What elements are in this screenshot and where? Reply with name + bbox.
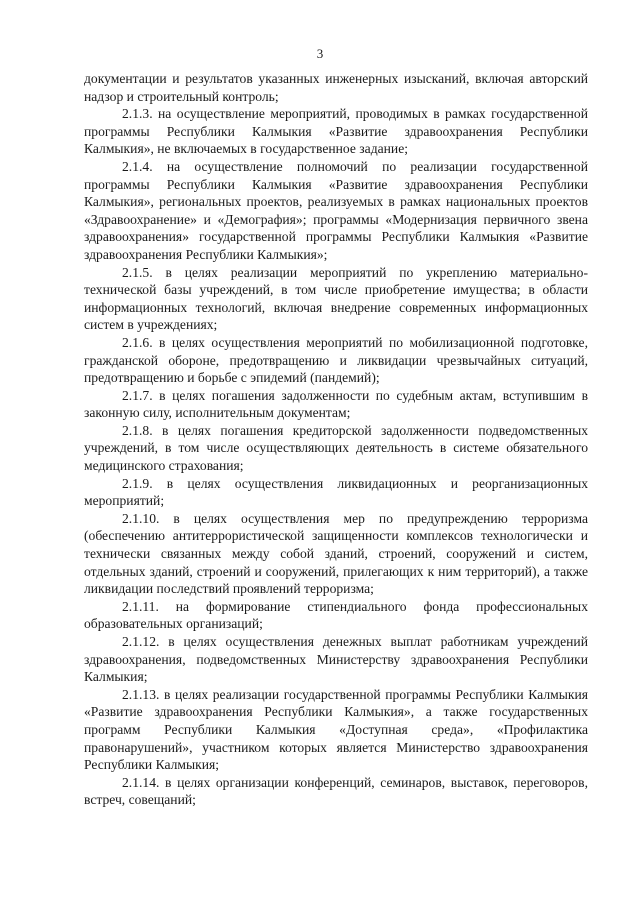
paragraph-continuation: документации и результатов указанных инженерных изысканий, включая авторский надзор и строительный контроль; bbox=[84, 71, 588, 104]
paragraph-2-1-4: 2.1.4. на осуществление полномочий по реализации государственной программы Республики Калмыкия «Развитие здравоохранения Республики Калмыкия», региональных проектов, реализуемых в рамках национальных проектов «Здравоохранение» и «Демография»; программы «Модернизация первичного звена здравоохранения» государственной программы Республики Калмыкия «Развитие здравоохранения Республики Калмыкия»; bbox=[84, 158, 588, 262]
paragraph-2-1-13: 2.1.13. в целях реализации государственной программы Республики Калмыкия «Развитие здравоохранения Республики Калмыкия», а также государственных программ Республики Калмыкия «Доступная среда», «Профилактика правонарушений», участником которых является Министерство здравоохранения Республики Калмыкия; bbox=[84, 686, 588, 773]
paragraph-2-1-10: 2.1.10. в целях осуществления мер по предупреждению терроризма (обеспечению антитеррористической защищенности комплексов технологически и технически связанных между собой зданий, строений, сооружений и систем, отдельных зданий, строений и сооружений, прилегающих к ним территорий), а также ликвидации последствий проявлений терроризма; bbox=[84, 510, 588, 597]
paragraph-2-1-12: 2.1.12. в целях осуществления денежных выплат работникам учреждений здравоохранения, подведомственных Министерству здравоохранения Республики Калмыкия; bbox=[84, 634, 588, 685]
paragraph-2-1-8: 2.1.8. в целях погашения кредиторской задолженности подведомственных учреждений, в том числе осуществляющих деятельность в системе обязательного медицинского страхования; bbox=[84, 422, 588, 474]
paragraph-2-1-6: 2.1.6. в целях осуществления мероприятий по мобилизационной подготовке, гражданской обороне, предотвращению и ликвидации чрезвычайных ситуаций, предотвращению и борьбе с эпидемий (пандемий); bbox=[84, 334, 588, 386]
paragraph-2-1-11: 2.1.11. на формирование стипендиального фонда профессиональных образовательных организаций; bbox=[84, 598, 588, 632]
paragraph-2-1-14: 2.1.14. в целях организации конференций, семинаров, выставок, переговоров, встреч, совещаний; bbox=[84, 774, 588, 808]
paragraph-2-1-3: 2.1.3. на осуществление мероприятий, проводимых в рамках государственной программы Республики Калмыкия «Развитие здравоохранения Республики Калмыкия», не включаемых в государственное задание; bbox=[84, 106, 588, 157]
paragraph-2-1-5: 2.1.5. в целях реализации мероприятий по укреплению материально-технической базы учреждений, в том числе приобретение имущества; в области информационных технологий, включая внедрение современных информационных систем в учреждениях; bbox=[84, 264, 588, 333]
paragraph-2-1-7: 2.1.7. в целях погашения задолженности по судебным актам, вступившим в законную силу, исполнительным документам; bbox=[84, 387, 588, 421]
page-number: 3 bbox=[316, 46, 324, 61]
paragraph-2-1-9: 2.1.9. в целях осуществления ликвидационных и реорганизационных мероприятий; bbox=[84, 475, 588, 509]
document-body bbox=[84, 70, 588, 809]
